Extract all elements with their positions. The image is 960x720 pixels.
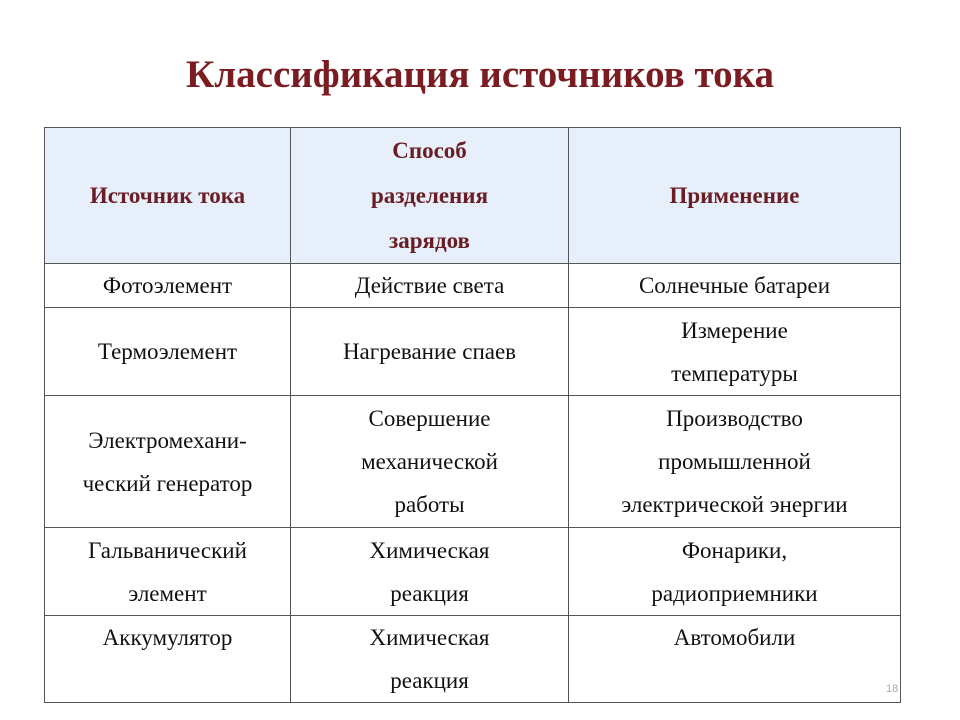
header-source: Источник тока: [45, 128, 291, 264]
cell-use: [569, 528, 901, 616]
cell-use: [569, 264, 901, 308]
cell-line: Электромехани-: [88, 427, 247, 453]
cell-line: работы: [394, 492, 465, 517]
cell-line: Нагревание спаев: [342, 339, 517, 364]
cell-line: промышленной: [658, 449, 811, 474]
cell-line: Химическая: [369, 537, 490, 563]
cell-line: Солнечные батареи: [638, 273, 831, 298]
cell-line: Химическая: [369, 625, 490, 650]
header-method-line: разделения: [370, 183, 489, 208]
cell-method: [291, 528, 569, 616]
table-row: [45, 616, 901, 703]
cell-use: [569, 308, 901, 396]
cell-line: Термоэлемент: [97, 339, 238, 364]
cell-line: реакция: [390, 668, 469, 693]
cell-line: температуры: [671, 360, 798, 386]
cell-method: [291, 616, 569, 703]
cell-line: механической: [361, 449, 498, 474]
cell-line: Действие света: [354, 273, 505, 298]
cell-source: [45, 308, 291, 396]
cell-source: [45, 616, 291, 703]
header-use: Применение: [569, 128, 901, 264]
header-method: [291, 128, 569, 264]
table-row: [45, 396, 901, 528]
cell-line: Гальванический: [88, 537, 247, 563]
cell-line: Фонарики,: [681, 537, 788, 563]
classification-table: [44, 127, 901, 703]
cell-method: [291, 264, 569, 308]
cell-line: реакция: [390, 580, 469, 606]
cell-line: Измерение: [681, 317, 788, 343]
cell-line: Производство: [666, 406, 803, 431]
cell-line: электрической энергии: [621, 492, 848, 517]
table-row: [45, 308, 901, 396]
cell-method: [291, 308, 569, 396]
cell-source: [45, 264, 291, 308]
cell-line: элемент: [128, 580, 207, 606]
cell-line: ческий генератор: [82, 470, 253, 496]
header-method-line: зарядов: [389, 228, 470, 253]
cell-use: [569, 396, 901, 528]
slide-title: Классификация источников тока: [185, 53, 775, 96]
cell-use: [569, 616, 901, 703]
page-number: 18: [886, 683, 899, 695]
cell-source: [45, 396, 291, 528]
cell-line: Аккумулятор: [102, 625, 233, 650]
table-row: [45, 528, 901, 616]
cell-method: [291, 396, 569, 528]
cell-line: Совершение: [368, 406, 491, 431]
table-row: [45, 264, 901, 308]
cell-line: радиоприемники: [651, 580, 818, 606]
header-method-line: Способ: [392, 138, 467, 163]
cell-line: Автомобили: [673, 625, 796, 650]
cell-source: [45, 528, 291, 616]
cell-line: Фотоэлемент: [102, 273, 233, 298]
header-row: [45, 128, 901, 264]
